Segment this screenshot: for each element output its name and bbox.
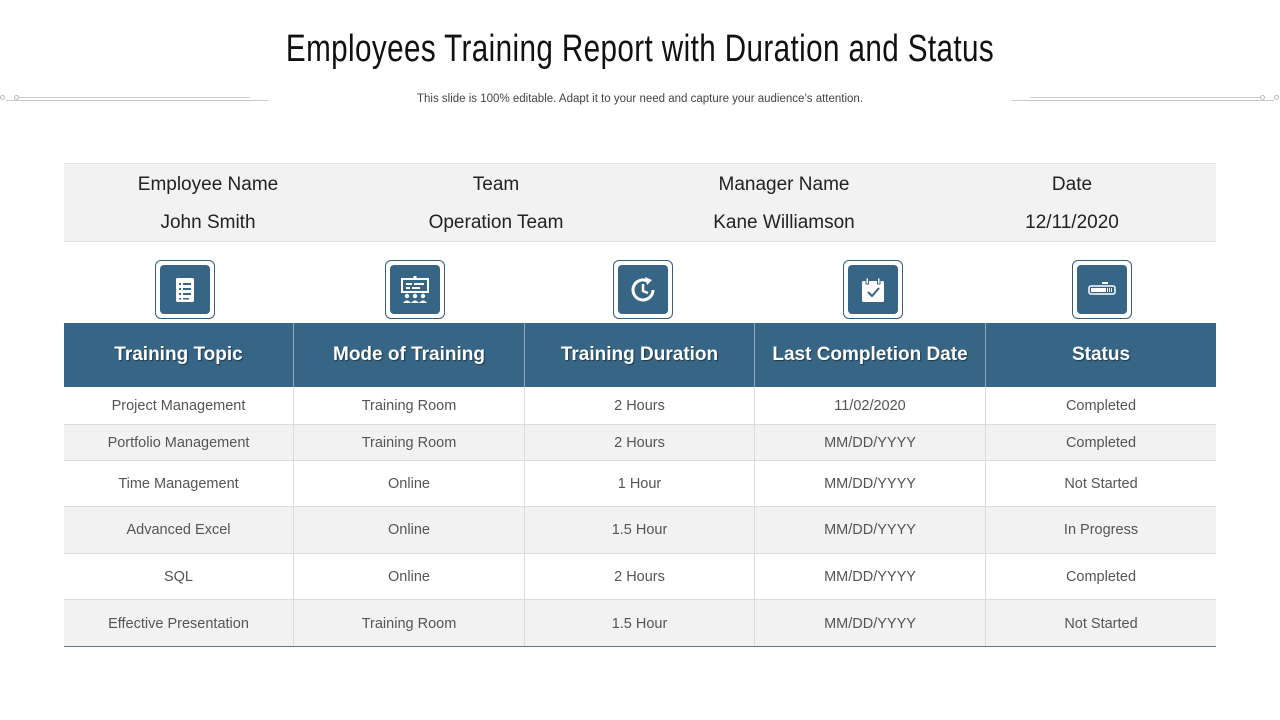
cell-duration: 2 Hours xyxy=(525,554,755,599)
info-label: Date xyxy=(1051,174,1093,195)
info-value: Kane Williamson xyxy=(713,212,855,233)
cell-mode: Online xyxy=(294,554,525,599)
cell-date: MM/DD/YYYY xyxy=(755,600,986,647)
cell-duration: 1.5 Hour xyxy=(525,600,755,647)
table-header xyxy=(64,323,1216,387)
calendar-check-icon xyxy=(843,260,903,319)
presentation-board-icon xyxy=(385,260,445,319)
cell-duration: 1.5 Hour xyxy=(525,507,755,553)
cell-date: MM/DD/YYYY xyxy=(755,461,986,506)
info-label: Manager Name xyxy=(718,174,850,195)
cell-mode: Online xyxy=(294,507,525,553)
table-row xyxy=(64,461,1216,507)
header-status: Status xyxy=(1071,344,1131,365)
cell-date: MM/DD/YYYY xyxy=(755,507,986,553)
clock-refresh-icon xyxy=(613,260,673,319)
cell-mode: Training Room xyxy=(294,600,525,647)
info-label: Team xyxy=(472,174,520,195)
progress-bar-icon xyxy=(1072,260,1132,319)
employee-info-band xyxy=(64,163,1216,242)
cell-status: Not Started xyxy=(1064,475,1138,492)
header-training-duration: Training Duration xyxy=(525,323,755,387)
cell-topic: Time Management xyxy=(64,461,294,506)
cell-mode: Training Room xyxy=(294,387,525,424)
page-subtitle: This slide is 100% editable. Adapt it to your need and capture your audience’s attention. xyxy=(416,93,864,105)
cell-date: 11/02/2020 xyxy=(755,387,986,424)
cell-status: Completed xyxy=(1065,397,1137,414)
cell-status: Completed xyxy=(1065,568,1137,585)
table-bottom-border xyxy=(64,646,1216,647)
cell-topic: Effective Presentation xyxy=(64,600,294,647)
header-training-topic: Training Topic xyxy=(64,323,294,387)
cell-duration: 2 Hours xyxy=(525,425,755,460)
page-title: Employees Training Report with Duration and Status xyxy=(285,28,995,70)
cell-mode: Training Room xyxy=(294,425,525,460)
info-label: Employee Name xyxy=(137,174,279,195)
cell-date: MM/DD/YYYY xyxy=(755,425,986,460)
cell-date: MM/DD/YYYY xyxy=(755,554,986,599)
cell-status: Not Started xyxy=(1064,615,1138,632)
info-value: 12/11/2020 xyxy=(1025,212,1119,233)
cell-duration: 1 Hour xyxy=(525,461,755,506)
cell-topic: Advanced Excel xyxy=(64,507,294,553)
info-value: John Smith xyxy=(160,212,256,233)
table-row xyxy=(64,507,1216,554)
cell-status: Completed xyxy=(1065,434,1137,451)
cell-duration: 2 Hours xyxy=(525,387,755,424)
cell-topic: Portfolio Management xyxy=(64,425,294,460)
header-last-completion-date: Last Completion Date xyxy=(755,323,986,387)
cell-mode: Online xyxy=(294,461,525,506)
cell-status: In Progress xyxy=(1063,522,1139,538)
cell-topic: SQL xyxy=(64,554,294,599)
info-value: Operation Team xyxy=(428,212,564,233)
table-row xyxy=(64,554,1216,600)
header-mode-of-training: Mode of Training xyxy=(294,323,525,387)
document-list-icon xyxy=(155,260,215,319)
table-row xyxy=(64,600,1216,647)
cell-topic: Project Management xyxy=(64,387,294,424)
table-row xyxy=(64,425,1216,461)
table-row xyxy=(64,387,1216,425)
